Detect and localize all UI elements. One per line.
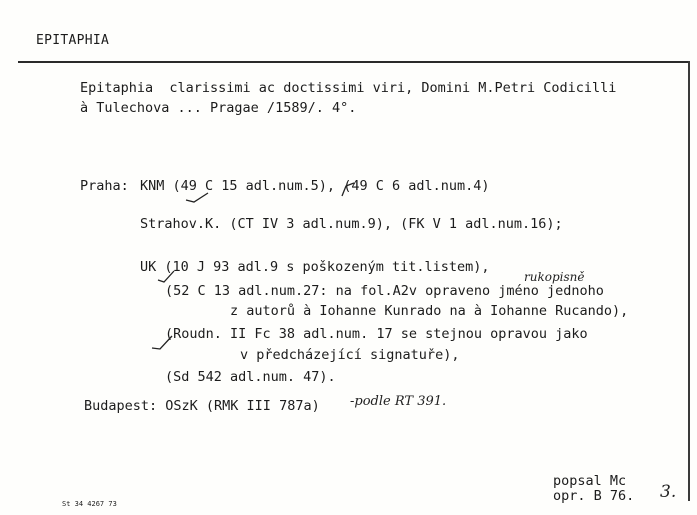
uk-holding-3: z autorů à Iohanne Kunrado na à Iohanne Rucando), [230,303,629,319]
page-mark: 3. [660,482,677,502]
uk-holding-5: v předcházející signatuře), [240,347,460,363]
revised-by: opr. B 76. [553,488,635,504]
uk-holding-6: (Sd 542 adl.num. 47). [165,369,336,385]
uk-holding-2: (52 C 13 adl.num.27: na fol.A2v opraveno jméno jednoho [165,283,604,299]
handwritten-correction: rukopisně [524,270,585,284]
uk-holding-4: (Roudn. II Fc 38 adl.num. 17 se stejnou opravou jako [165,326,588,342]
title-line-1: Epitaphia clarissimi ac doctissimi viri, Domini M.Petri Codicilli [80,80,617,96]
strahov-holding: Strahov.K. (CT IV 3 adl.num.9), (FK V 1 adl.num.16); [140,216,563,232]
described-by: popsal Mc [553,473,627,489]
top-rule [18,61,690,63]
right-rule [688,61,690,501]
print-code: St 34 4267 73 [62,500,117,508]
budapest-handwritten-note: -podle RT 391. [350,394,447,409]
uk-holding-1: UK (10 J 93 adl.9 s poškozeným tit.listem), [140,259,490,275]
praha-label: Praha: [80,178,129,194]
knm-holding: KNM (49 C 15 adl.num.5), (49 C 6 adl.num.4) [140,178,490,194]
check-mark-icon [156,268,178,284]
check-mark-icon [338,180,358,200]
title-line-2: à Tulechova ... Pragae /1589/. 4°. [80,100,357,116]
check-mark-icon [150,332,176,352]
card-header: EPITAPHIA [36,33,110,48]
check-mark-icon [184,190,224,204]
budapest-holding: Budapest: OSzK (RMK III 787a) [84,398,320,414]
